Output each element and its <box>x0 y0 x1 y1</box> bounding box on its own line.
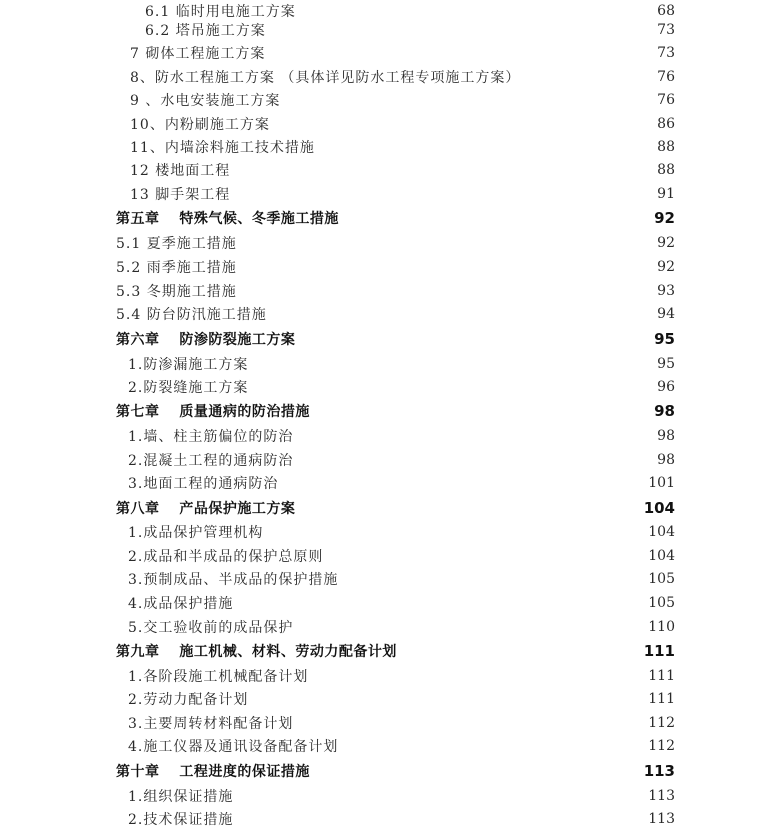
toc-chapter-entry[interactable] <box>116 207 675 229</box>
toc-leader-dots <box>524 71 655 83</box>
toc-leader-dots <box>300 5 655 17</box>
toc-entry-page: 93 <box>657 283 675 299</box>
toc-leader-dots <box>297 717 646 729</box>
toc-entry[interactable] <box>128 353 675 375</box>
toc-leader-dots <box>312 670 646 682</box>
toc-entry[interactable] <box>128 592 675 614</box>
toc-entry[interactable] <box>116 256 675 278</box>
toc-entry-title: 11、内墙涂料施工技术措施 <box>130 140 315 156</box>
toc-entry-title: 第七章 质量通病的防治措施 <box>116 404 310 420</box>
toc-leader-dots <box>314 765 642 777</box>
toc-entry-page: 98 <box>654 402 675 420</box>
toc-entry-page: 98 <box>657 452 675 468</box>
toc-entry-page: 73 <box>657 22 675 38</box>
toc-entry-title: 5.1 夏季施工措施 <box>116 236 237 252</box>
toc-entry-page: 91 <box>657 186 675 202</box>
toc-entry-title: 4.成品保护措施 <box>128 596 234 612</box>
toc-entry[interactable] <box>130 66 675 88</box>
toc-entry[interactable] <box>130 89 675 111</box>
toc-chapter-entry[interactable] <box>116 400 675 422</box>
toc-entry-title: 第五章 特殊气候、冬季施工措施 <box>116 211 339 227</box>
toc-entry-page: 111 <box>648 691 675 707</box>
toc-entry-page: 94 <box>657 306 675 322</box>
toc-leader-dots <box>299 502 641 514</box>
toc-entry-title: 5.2 雨季施工措施 <box>116 260 237 276</box>
toc-entry-title: 5.3 冬期施工措施 <box>116 284 237 300</box>
toc-leader-dots <box>241 261 655 273</box>
toc-entry-title: 1.墙、柱主筋偏位的防治 <box>128 429 294 445</box>
toc-leader-dots <box>252 358 655 370</box>
toc-entry[interactable] <box>128 712 675 734</box>
toc-entry-page: 92 <box>657 259 675 275</box>
toc-leader-dots <box>241 285 655 297</box>
toc-leader-dots <box>299 333 652 345</box>
toc-leader-dots <box>284 94 655 106</box>
toc-leader-dots <box>274 118 655 130</box>
toc-entry-title: 1.防渗漏施工方案 <box>128 357 249 373</box>
toc-leader-dots <box>237 597 646 609</box>
toc-entry[interactable] <box>116 280 675 302</box>
toc-entry-page: 88 <box>657 162 675 178</box>
toc-leader-dots <box>314 405 652 417</box>
toc-entry-title: 5.交工验收前的成品保护 <box>128 620 294 636</box>
toc-entry[interactable] <box>128 568 675 590</box>
toc-entry[interactable] <box>128 616 675 638</box>
toc-entry-title: 13 脚手架工程 <box>130 187 231 203</box>
toc-entry-page: 104 <box>648 524 675 540</box>
toc-leader-dots <box>297 621 646 633</box>
toc-leader-dots <box>237 790 646 802</box>
toc-leader-dots <box>267 526 646 538</box>
toc-entry-title: 6.2 塔吊施工方案 <box>145 23 266 39</box>
toc-entry[interactable] <box>130 136 675 158</box>
toc-entry-page: 113 <box>648 811 675 827</box>
toc-leader-dots <box>342 573 646 585</box>
toc-entry[interactable] <box>128 545 675 567</box>
toc-entry-title: 10、内粉刷施工方案 <box>130 117 270 133</box>
toc-entry[interactable] <box>128 449 675 471</box>
toc-chapter-entry[interactable] <box>116 640 675 662</box>
toc-entry-page: 104 <box>643 499 675 517</box>
toc-entry-page: 105 <box>648 595 675 611</box>
toc-entry[interactable] <box>130 113 675 135</box>
toc-entry-page: 112 <box>648 715 675 731</box>
toc-entry-title: 6.1 临时用电施工方案 <box>145 4 296 20</box>
toc-entry-page: 95 <box>657 356 675 372</box>
toc-entry-title: 第八章 产品保护施工方案 <box>116 501 296 517</box>
toc-entry-title: 3.主要周转材料配备计划 <box>128 716 294 732</box>
toc-entry[interactable] <box>128 376 675 398</box>
toc-entry-page: 104 <box>648 548 675 564</box>
toc-entry-title: 第九章 施工机械、材料、劳动力配备计划 <box>116 644 397 660</box>
toc-entry[interactable] <box>116 303 675 325</box>
toc-entry-title: 第十章 工程进度的保证措施 <box>116 764 310 780</box>
toc-entry-page: 76 <box>657 92 675 108</box>
toc-entry-page: 92 <box>657 235 675 251</box>
toc-entry-title: 12 楼地面工程 <box>130 163 231 179</box>
toc-entry-title: 第六章 防渗防裂施工方案 <box>116 332 296 348</box>
toc-leader-dots <box>342 740 646 752</box>
toc-chapter-entry[interactable] <box>116 328 675 350</box>
toc-entry-title: 1.组织保证措施 <box>128 789 234 805</box>
toc-entry[interactable] <box>128 735 675 757</box>
toc-entry-page: 110 <box>648 619 675 635</box>
toc-entry-page: 105 <box>648 571 675 587</box>
toc-entry-page: 73 <box>657 45 675 61</box>
toc-leader-dots <box>269 47 655 59</box>
toc-leader-dots <box>234 164 655 176</box>
toc-entry-page: 92 <box>654 209 675 227</box>
toc-entry-title: 2.防裂缝施工方案 <box>128 380 249 396</box>
toc-entry-page: 112 <box>648 738 675 754</box>
toc-entry[interactable] <box>128 665 675 687</box>
toc-entry-title: 4.施工仪器及通讯设备配备计划 <box>128 739 339 755</box>
toc-leader-dots <box>271 308 655 320</box>
toc-entry[interactable] <box>116 232 675 254</box>
toc-chapter-entry[interactable] <box>116 760 675 782</box>
toc-entry-page: 113 <box>648 788 675 804</box>
toc-leader-dots <box>237 813 646 825</box>
toc-entry[interactable] <box>130 42 675 64</box>
toc-entry-page: 111 <box>648 668 675 684</box>
toc-leader-dots <box>270 24 655 36</box>
toc-entry-page: 76 <box>657 69 675 85</box>
toc-entry[interactable] <box>145 19 675 41</box>
toc-leader-dots <box>297 430 655 442</box>
toc-entry-page: 86 <box>657 116 675 132</box>
toc-leader-dots <box>241 237 655 249</box>
toc-entry-title: 9 、水电安装施工方案 <box>130 93 281 109</box>
toc-entry[interactable] <box>130 183 675 205</box>
toc-entry-title: 2.技术保证措施 <box>128 812 234 828</box>
toc-entry[interactable] <box>128 521 675 543</box>
toc-leader-dots <box>282 477 646 489</box>
toc-entry-page: 68 <box>657 3 675 19</box>
toc-leader-dots <box>401 645 642 657</box>
toc-entry-page: 98 <box>657 428 675 444</box>
toc-entry-title: 3.地面工程的通病防治 <box>128 476 279 492</box>
toc-entry-title: 7 砌体工程施工方案 <box>130 46 266 62</box>
toc-leader-dots <box>343 212 652 224</box>
toc-entry-page: 113 <box>643 762 675 780</box>
toc-leader-dots <box>252 693 646 705</box>
toc-entry-title: 5.4 防台防汛施工措施 <box>116 307 267 323</box>
toc-entry-page: 88 <box>657 139 675 155</box>
toc-entry[interactable] <box>128 785 675 807</box>
toc-leader-dots <box>327 550 646 562</box>
toc-leader-dots <box>297 454 655 466</box>
toc-entry-page: 95 <box>654 330 675 348</box>
toc-entry-title: 2.劳动力配备计划 <box>128 692 249 708</box>
toc-entry-title: 8、防水工程施工方案 （具体详见防水工程专项施工方案） <box>130 70 521 86</box>
toc-leader-dots <box>252 381 655 393</box>
toc-entry-page: 101 <box>648 475 675 491</box>
toc-leader-dots <box>234 188 655 200</box>
toc-entry-title: 1.各阶段施工机械配备计划 <box>128 669 309 685</box>
toc-entry-title: 1.成品保护管理机构 <box>128 525 264 541</box>
toc-entry[interactable] <box>130 159 675 181</box>
toc-chapter-entry[interactable] <box>116 497 675 519</box>
toc-entry[interactable] <box>128 688 675 710</box>
toc-leader-dots <box>319 141 655 153</box>
toc-entry-page: 111 <box>643 642 675 660</box>
toc-entry-page: 96 <box>657 379 675 395</box>
toc-entry-title: 2.成品和半成品的保护总原则 <box>128 549 324 565</box>
toc-entry[interactable] <box>128 808 675 830</box>
toc-entry-title: 2.混凝土工程的通病防治 <box>128 453 294 469</box>
toc-entry-title: 3.预制成品、半成品的保护措施 <box>128 572 339 588</box>
toc-entry[interactable] <box>128 425 675 447</box>
toc-entry[interactable] <box>128 472 675 494</box>
